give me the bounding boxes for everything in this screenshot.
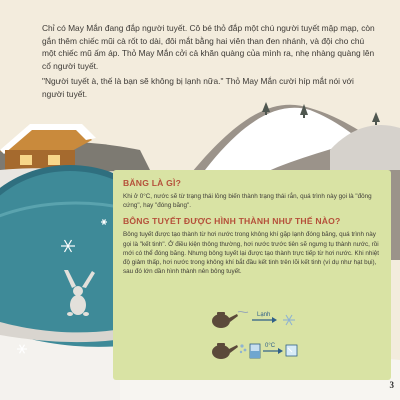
page-number: 3 [389,380,394,390]
ice-cube-icon [286,345,297,356]
water-drop-icon [240,344,247,353]
snowflake-formation-diagram [208,306,308,368]
cold-label: Lạnh [257,312,271,318]
kettle-icon [212,343,238,359]
snowflake-icon [283,315,295,325]
info-heading: BÔNG TUYẾT ĐƯỢC HÌNH THÀNH NHƯ THẾ NÀO? [123,216,341,227]
story-paragraph: Chỉ có May Mắn đang đắp người tuyết. Cô bé thỏ đắp một chú người tuyết mập mạp, còn gắn thêm chiếc mũi cà rốt to dài, đôi mắt bằng hai viên than đen nhánh, và đội cho chú một chiếc mũ ấm áp. Thỏ May Mắn cởi cả khăn quàng của mình ra, nhẹ nhàng quàng lên cổ người tuyết. [42,23,375,71]
kettle-icon [212,311,248,328]
info-box [113,170,391,380]
glass-icon [250,344,260,358]
info-heading: BĂNG LÀ GÌ? [123,178,182,188]
temperature-label: 0°C [265,343,276,349]
story-paragraph: "Người tuyết à, thế là bạn sẽ không bị lạnh nữa." Thỏ May Mắn cười híp mắt nói với người tuyết. [42,76,354,99]
info-text: Bông tuyết được tạo thành từ hơi nước trong không khí gặp lạnh đóng băng, quá trình này gọi là "kết tinh". Ở điều kiện thông thường, hơi nước trước tiên sẽ ngưng tụ thành nước, rồi mới có thể đóng băng. Nhưng bông tuyết lại được tạo thành trực tiếp từ hơi nước. Khi nhiệt độ giảm thấp, hơi nước trong không khí bắt đầu kết tinh trên lõi kết tinh (ví dụ như hạt bụi), sau đó lớn dần hình thành nên bông tuyết. [123,231,380,276]
story-text [42,22,378,104]
info-text: Khi ở 0°C, nước sẽ từ trạng thái lỏng biến thành trạng thái rắn, quá trình này gọi là "đông cứng", hay "đóng băng". [123,193,372,210]
